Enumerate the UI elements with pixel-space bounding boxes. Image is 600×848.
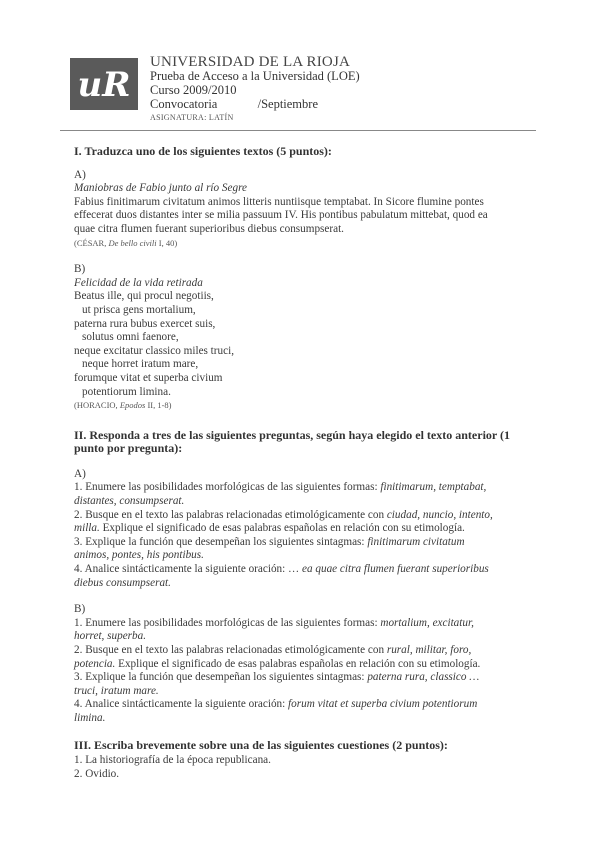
verse-line: neque horret iratum mare,: [82, 358, 199, 371]
logo-lettering: uR: [77, 65, 131, 105]
text-a-letter: A): [74, 168, 86, 181]
verse-line: ut prisca gens mortalium,: [82, 303, 196, 316]
verse-line: potentiorum limina.: [82, 385, 171, 398]
question-b1: 1. Enumere las posibilidades morfológicas de las siguientes formas: mortalium, excitatur, horret, superba.: [74, 616, 474, 643]
text-b: [74, 263, 546, 413]
questions-a-letter: A): [74, 467, 86, 480]
section-1-heading: I. Traduzca uno de los siguientes textos (5 puntos):: [74, 144, 332, 158]
call-value: /Septiembre: [257, 97, 318, 111]
subject-line: ASIGNATURA: LATÍN: [150, 113, 234, 122]
university-name: UNIVERSIDAD DE LA RIOJA: [150, 54, 351, 70]
university-logo: [70, 58, 138, 110]
questions-b-letter: B): [74, 603, 86, 616]
exam-header: [150, 55, 360, 125]
question-a1: 1. Enumere las posibilidades morfológicas de las siguientes formas: finitimarum, temptabat, distantes, consumpserat.: [74, 481, 487, 508]
course-year: Curso 2009/2010: [150, 83, 237, 97]
verse-line: solutus omni faenore,: [82, 331, 179, 344]
question-b2: 2. Busque en el texto las palabras relacionadas etimológicamente con rural, militar, foro, potencia. Explique el significado de esas palabras españolas en relación con su etimología.: [74, 644, 481, 670]
verse-line: paterna rura bubus exercet suis,: [74, 317, 216, 330]
text-b-citation: (HORACIO, Epodos II, 1-8): [74, 400, 172, 411]
text-a-citation: (CÉSAR, De bello civili I, 40): [74, 237, 178, 248]
question-a2: 2. Busque en el texto las palabras relacionadas etimológicamente con ciudad, nuncio, intento, milla. Explique el significado de esas palabras españolas en relación con su etimología.: [74, 508, 493, 535]
question-a3: 3. Explique la función que desempeñan los siguientes sintagmas: finitimarum civitatum animos, pontes, his pontibus.: [74, 535, 465, 562]
question-a4: 4. Analice sintácticamente la siguiente oración: … ea quae citra flumen fuerant superioribus diebus consumpserat.: [74, 563, 489, 589]
section-3-heading: III. Escriba brevemente sobre una de las siguientes cuestiones (2 puntos):: [74, 737, 448, 752]
verse-line: forumque vitat et superba civium: [74, 371, 223, 384]
question-b4: 4. Analice sintácticamente la siguiente oración: forum vitat et superba civium potentiorum limina.: [74, 698, 478, 724]
questions-b: [74, 603, 546, 725]
verse-line: neque excitatur classico miles truci,: [74, 344, 234, 357]
exam-content: [74, 145, 546, 781]
topic-item: 1. La historiografía de la época republicana.: [74, 754, 271, 767]
question-b3: 3. Explique la función que desempeñan los siguientes sintagmas: paterna rura, classico … truci, iratum mare.: [74, 671, 480, 697]
exam-title: Prueba de Acceso a la Universidad (LOE): [150, 69, 360, 83]
header-divider: [60, 130, 536, 131]
text-b-letter: B): [74, 263, 86, 276]
section-2-heading: II. Responda a tres de las siguientes preguntas, según haya elegido el texto anterior (1 punto por pregunta):: [74, 427, 511, 456]
text-b-title: Felicidad de la vida retirada: [74, 276, 203, 289]
questions-a: [74, 468, 546, 590]
topic-item: 2. Ovidio.: [74, 767, 120, 780]
text-a-line: effecerat duos distantes inter se milia passuum IV. His pontibus pabulatum mittebat, quod ea: [74, 209, 488, 222]
call-line: [150, 97, 360, 111]
call-label: Convocatoria: [150, 97, 218, 111]
text-a-line: Fabius finitimarum civitatum animos litteris nuntiisque temptabat. In Sicore flumine pontes: [74, 195, 484, 208]
text-a-title: Maniobras de Fabio junto al río Segre: [74, 182, 247, 195]
text-a: [74, 169, 546, 251]
text-a-line: quae citra flumen fuerant superioribus diebus consumpserat.: [74, 222, 344, 235]
verse-line: Beatus ille, qui procul negotiis,: [74, 290, 214, 303]
